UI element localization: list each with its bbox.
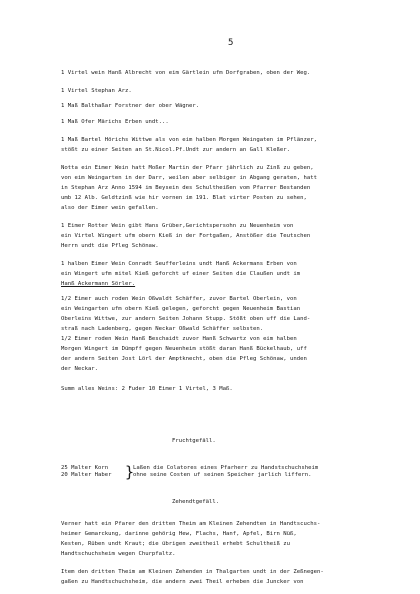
entry-line: 1 Virtel Stephan Arz. xyxy=(61,88,132,94)
zehendgefall-heading: Zehendtgefäll. xyxy=(172,499,220,505)
zehend-line: gaßen zu Handtschuchsheim, die andern zwei Theil erheben die Juncker von xyxy=(61,579,304,585)
entry-line: Hanß Ackermann Sörler. xyxy=(61,281,136,287)
fruchtgefall-text-line: Laßen die Colatores eines Pfarherr zu Handstschuchsheim xyxy=(133,465,319,471)
entry-line: 1 Virtel wein Hanß Albrecht von eim Gärtlein ufm Dorfgraben, oben der Weg. xyxy=(61,70,311,76)
fruchtgefall-item: 20 Malter Haber xyxy=(61,472,112,478)
zehend-line: Kesten, Rüben undt Kraut; die übrigen zweitheil erhebt Schultheiß zu xyxy=(61,541,291,547)
fruchtgefall-item: 25 Malter Korn xyxy=(61,465,109,471)
entry-line: 1 Maß Bartel Hörichs Wittwe als von eim halben Morgen Weingaten im Pflänzer, xyxy=(61,137,317,143)
entry-line: 1 Maß Balthaßar Forstner der ober Wägner. xyxy=(61,103,200,109)
entry-line: 1 halben Eimer Wein Conradt Seufferleins undt Hanß Ackermans Erben von xyxy=(61,261,297,267)
zehend-line: heimer Gemarckung, darinne gehörig Hew, Flachs, Hanf, Äpfel, Birn Nüß, xyxy=(61,531,297,537)
entry-line: Herrn undt die Pfleg Schönaw. xyxy=(61,243,159,249)
fruchtgefall-block xyxy=(61,465,409,481)
entry-line: straß nach Ladenberg, gegen Neckar Oßwald Schäffer selbsten. xyxy=(61,326,264,332)
notta-line: von eim Weingarten in der Darr, weilen aber selbiger in Abgang geraten, hatt xyxy=(61,175,317,181)
brace-icon: } xyxy=(125,463,135,481)
fruchtgefall-text xyxy=(133,465,318,479)
notta-line: in Stephan Arz Anno 1594 im Beysein des Schultheißen vom Pfarrer Bestanden xyxy=(61,185,311,191)
zehend-line: Handtschuchsheim wegen Churpfaltz. xyxy=(61,551,176,557)
fruchtgefall-heading: Fruchtgefäll. xyxy=(172,438,216,444)
zehend-line: Item den dritten Theim am Kleinen Zehenden in Thalgarten undt in der Zeßnegen- xyxy=(61,569,324,575)
entry-line: ein Virtel Wingert ufm obern Kieß in der Fortgaßen, Anstößer die Teutschen xyxy=(61,233,311,239)
page-number: 5 xyxy=(228,38,234,48)
entry-line: der andern Seiten Jost Lörl der Amptknecht, oben die Pfleg Schönaw, unden xyxy=(61,356,307,362)
entry-line: 1/2 Eimer roden Wein Hanß Beschaidt zuvor Hanß Schwartz von eim halben xyxy=(61,336,297,342)
fruchtgefall-text-line: ohne seine Costen uf seinen Speicher jarlich liffern. xyxy=(133,472,312,478)
notta-line: also der Eimer wein gefallen. xyxy=(61,205,159,211)
entry-line: 1/2 Eimer auch roden Wein Oßwaldt Schäffer, zuvor Bartel Oberlein, von xyxy=(61,296,297,302)
fruchtgefall-items xyxy=(61,465,112,479)
entry-line: ein Weingarten ufm obern Kieß gelegen, geforcht gegen Neuenheim Bastian xyxy=(61,306,301,312)
entry-line: 1 Eimer Rotter Wein gibt Hans Grüber,Gerichtspersohn zu Neuenheim von xyxy=(61,223,294,229)
entry-line: 1 Maß Öfer Märichs Erben undt... xyxy=(61,119,169,125)
entry-line: ein Wingert ufm mitel Kieß geforcht uf einer Seiten die Claußen undt im xyxy=(61,271,301,277)
entry-line: der Neckar. xyxy=(61,366,99,372)
notta-line: umb 12 Alb. Geldtzinß wie hir vornen im 191. Blat virter Posten zu sehen, xyxy=(61,195,307,201)
entry-line: stößt zu einer Seiten an St.Nicol.Pf.Undt zur andern an Gall Kleßer. xyxy=(61,147,291,153)
entry-line: Oberleins Wittwe, zur andern Seiten Johann Stupp. Stößt oben uff die Land- xyxy=(61,316,311,322)
sum-line: Summ alles Weins: 2 Fuder 10 Eimer 1 Virtel, 3 Maß. xyxy=(61,386,233,392)
entry-line: Morgen Wingert im Dümpff gegen Neuenheim stößt daran Hanß Bückelhaub, uff xyxy=(61,346,307,352)
zehend-line: Verner hatt ein Pfarer den dritten Theim am Kleinen Zehendten in Handtscuchs- xyxy=(61,521,321,527)
notta-line: Notta ein Eimer Wein hatt Moßer Martin der Pfarr jährlich zu Zinß zu geben, xyxy=(61,165,314,171)
